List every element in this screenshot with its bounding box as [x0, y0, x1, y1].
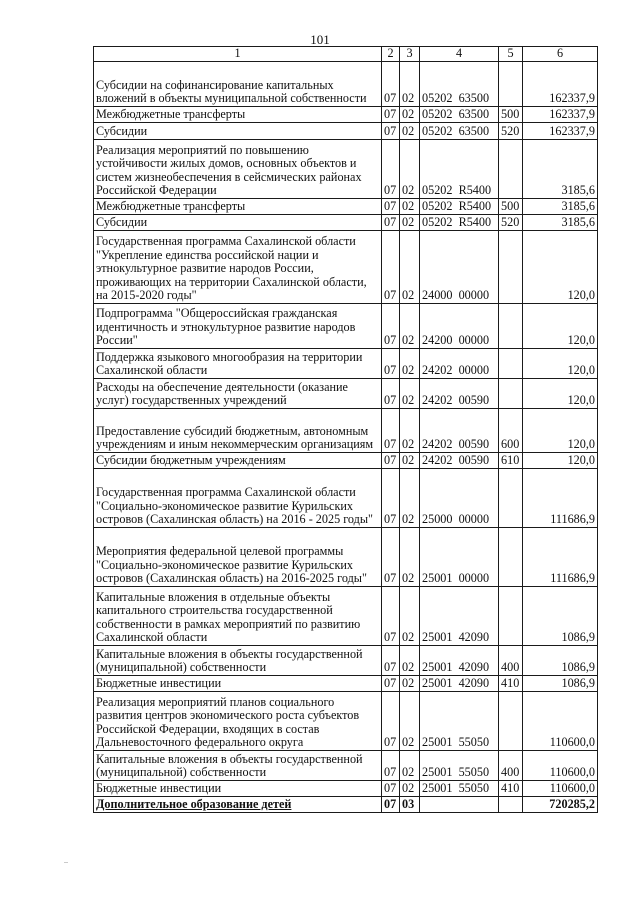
target-article-cell: 25001 55050 — [420, 692, 499, 751]
subsection-code-cell: 02 — [400, 692, 420, 751]
expense-type-cell: 400 — [499, 751, 523, 781]
scan-mark: .. — [64, 856, 68, 865]
table-row — [94, 62, 598, 107]
subsection-code-cell: 02 — [400, 349, 420, 379]
section-code-cell: 07 — [382, 587, 400, 646]
subsection-code-cell: 02 — [400, 409, 420, 453]
row-name-cell: Субсидии на софинансирование капитальных вложений в объекты муниципальной собственности — [94, 62, 382, 107]
amount-cell: 3185,6 — [523, 199, 598, 215]
subsection-code-cell: 02 — [400, 123, 420, 140]
section-code-cell: 07 — [382, 62, 400, 107]
section-code-cell: 07 — [382, 453, 400, 469]
column-header: 2 — [382, 47, 400, 62]
target-article-cell: 24202 00590 — [420, 453, 499, 469]
subsection-code-cell: 02 — [400, 304, 420, 349]
target-article-cell: 25000 00000 — [420, 469, 499, 528]
table-row — [94, 304, 598, 349]
section-code-cell: 07 — [382, 123, 400, 140]
target-article-cell: 25001 55050 — [420, 751, 499, 781]
row-name-cell: Бюджетные инвестиции — [94, 676, 382, 692]
budget-table — [93, 46, 598, 813]
table-row — [94, 107, 598, 123]
expense-type-cell — [499, 797, 523, 813]
target-article-cell — [420, 797, 499, 813]
section-code-cell: 07 — [382, 304, 400, 349]
target-article-cell: 24202 00000 — [420, 349, 499, 379]
row-name-cell: Капитальные вложения в объекты государственной (муниципальной) собственности — [94, 751, 382, 781]
column-header: 5 — [499, 47, 523, 62]
subsection-code-cell: 02 — [400, 231, 420, 304]
subsection-code-cell: 02 — [400, 676, 420, 692]
amount-cell: 120,0 — [523, 453, 598, 469]
subsection-code-cell: 02 — [400, 379, 420, 409]
target-article-cell: 25001 42090 — [420, 587, 499, 646]
subsection-code-cell: 02 — [400, 107, 420, 123]
target-article-cell: 05202 63500 — [420, 107, 499, 123]
table-row — [94, 469, 598, 528]
expense-type-cell — [499, 528, 523, 587]
amount-cell: 3185,6 — [523, 140, 598, 199]
section-code-cell: 07 — [382, 781, 400, 797]
expense-type-cell — [499, 62, 523, 107]
expense-type-cell — [499, 469, 523, 528]
amount-cell: 162337,9 — [523, 62, 598, 107]
target-article-cell: 05202 R5400 — [420, 140, 499, 199]
table-row — [94, 199, 598, 215]
expense-type-cell: 610 — [499, 453, 523, 469]
amount-cell: 120,0 — [523, 231, 598, 304]
table-row — [94, 215, 598, 231]
target-article-cell: 24000 00000 — [420, 231, 499, 304]
subsection-code-cell: 02 — [400, 781, 420, 797]
amount-cell: 162337,9 — [523, 107, 598, 123]
subsection-code-cell: 03 — [400, 797, 420, 813]
row-name-cell: Реализация мероприятий планов социального развития центров экономического роста субъектов Российской Федерации, входящих в состав Дальневосточного федерального округа — [94, 692, 382, 751]
subsection-code-cell: 02 — [400, 140, 420, 199]
amount-cell: 162337,9 — [523, 123, 598, 140]
column-header: 6 — [523, 47, 598, 62]
target-article-cell: 24202 00590 — [420, 379, 499, 409]
expense-type-cell — [499, 140, 523, 199]
section-code-cell: 07 — [382, 215, 400, 231]
section-code-cell: 07 — [382, 199, 400, 215]
section-code-cell: 07 — [382, 646, 400, 676]
column-header: 4 — [420, 47, 499, 62]
amount-cell: 111686,9 — [523, 469, 598, 528]
expense-type-cell — [499, 231, 523, 304]
column-number-row — [94, 47, 598, 62]
expense-type-cell: 500 — [499, 107, 523, 123]
row-name-cell: Подпрограмма "Общероссийская гражданская идентичность и этнокультурное развитие народов России" — [94, 304, 382, 349]
row-name-cell: Дополнительное образование детей — [94, 797, 382, 813]
amount-cell: 111686,9 — [523, 528, 598, 587]
row-name-cell: Межбюджетные трансферты — [94, 107, 382, 123]
amount-cell: 120,0 — [523, 349, 598, 379]
section-code-cell: 07 — [382, 349, 400, 379]
target-article-cell: 05202 63500 — [420, 62, 499, 107]
table-row — [94, 379, 598, 409]
row-name-cell: Государственная программа Сахалинской области "Социально-экономическое развитие Курильских островов (Сахалинская область) на 2016 - 2025 годы" — [94, 469, 382, 528]
target-article-cell: 05202 63500 — [420, 123, 499, 140]
row-name-cell: Бюджетные инвестиции — [94, 781, 382, 797]
amount-cell: 110600,0 — [523, 781, 598, 797]
expense-type-cell — [499, 692, 523, 751]
target-article-cell: 24200 00000 — [420, 304, 499, 349]
table-row — [94, 123, 598, 140]
amount-cell: 110600,0 — [523, 751, 598, 781]
subsection-code-cell: 02 — [400, 453, 420, 469]
target-article-cell: 25001 55050 — [420, 781, 499, 797]
section-code-cell: 07 — [382, 751, 400, 781]
section-code-cell: 07 — [382, 140, 400, 199]
expense-type-cell: 520 — [499, 215, 523, 231]
section-code-cell: 07 — [382, 676, 400, 692]
row-name-cell: Предоставление субсидий бюджетным, автономным учреждениям и иным некоммерческим организациям — [94, 409, 382, 453]
subsection-code-cell: 02 — [400, 199, 420, 215]
expense-type-cell: 410 — [499, 676, 523, 692]
table-row — [94, 676, 598, 692]
expense-type-cell: 500 — [499, 199, 523, 215]
expense-type-cell: 520 — [499, 123, 523, 140]
target-article-cell: 25001 00000 — [420, 528, 499, 587]
table-row — [94, 453, 598, 469]
expense-type-cell — [499, 379, 523, 409]
subsection-code-cell: 02 — [400, 215, 420, 231]
target-article-cell: 05202 R5400 — [420, 199, 499, 215]
target-article-cell: 25001 42090 — [420, 676, 499, 692]
amount-cell: 120,0 — [523, 409, 598, 453]
table-row — [94, 528, 598, 587]
section-code-cell: 07 — [382, 528, 400, 587]
target-article-cell: 25001 42090 — [420, 646, 499, 676]
expense-type-cell: 410 — [499, 781, 523, 797]
column-header: 3 — [400, 47, 420, 62]
row-name-cell: Поддержка языкового многообразия на территории Сахалинской области — [94, 349, 382, 379]
table-row — [94, 646, 598, 676]
table-row — [94, 751, 598, 781]
table-row — [94, 231, 598, 304]
row-name-cell: Капитальные вложения в отдельные объекты капитального строительства государственной собственности в рамках мероприятий по развитию Сахалинской области — [94, 587, 382, 646]
row-name-cell: Капитальные вложения в объекты государственной (муниципальной) собственности — [94, 646, 382, 676]
section-code-cell: 07 — [382, 797, 400, 813]
subsection-code-cell: 02 — [400, 646, 420, 676]
section-code-cell: 07 — [382, 107, 400, 123]
amount-cell: 3185,6 — [523, 215, 598, 231]
expense-type-cell: 400 — [499, 646, 523, 676]
row-name-cell: Межбюджетные трансферты — [94, 199, 382, 215]
total-row — [94, 797, 598, 813]
section-code-cell: 07 — [382, 231, 400, 304]
table-row — [94, 140, 598, 199]
row-name-cell: Субсидии — [94, 123, 382, 140]
column-header: 1 — [94, 47, 382, 62]
page-number: 101 — [310, 32, 330, 47]
amount-cell: 120,0 — [523, 379, 598, 409]
expense-type-cell — [499, 304, 523, 349]
amount-cell: 120,0 — [523, 304, 598, 349]
table-row — [94, 587, 598, 646]
section-code-cell: 07 — [382, 409, 400, 453]
subsection-code-cell: 02 — [400, 528, 420, 587]
expense-type-cell: 600 — [499, 409, 523, 453]
row-name-cell: Субсидии бюджетным учреждениям — [94, 453, 382, 469]
subsection-code-cell: 02 — [400, 751, 420, 781]
row-name-cell: Реализация мероприятий по повышению устойчивости жилых домов, основных объектов и систем жизнеобеспечения в сейсмических районах Российской Федерации — [94, 140, 382, 199]
row-name-cell: Мероприятия федеральной целевой программы "Социально-экономическое развитие Курильских островов (Сахалинская область) на 2016-2025 годы" — [94, 528, 382, 587]
section-code-cell: 07 — [382, 692, 400, 751]
section-code-cell: 07 — [382, 469, 400, 528]
expense-type-cell — [499, 349, 523, 379]
target-article-cell: 05202 R5400 — [420, 215, 499, 231]
target-article-cell: 24202 00590 — [420, 409, 499, 453]
expense-type-cell — [499, 587, 523, 646]
subsection-code-cell: 02 — [400, 469, 420, 528]
row-name-cell: Расходы на обеспечение деятельности (оказание услуг) государственных учреждений — [94, 379, 382, 409]
table-row — [94, 692, 598, 751]
table-row — [94, 781, 598, 797]
amount-cell: 1086,9 — [523, 646, 598, 676]
row-name-cell: Государственная программа Сахалинской области "Укрепление единства российской нации и этнокультурное развитие народов России, проживающих на территории Сахалинской области, на 2015-2020 годы" — [94, 231, 382, 304]
subsection-code-cell: 02 — [400, 587, 420, 646]
row-name-cell: Субсидии — [94, 215, 382, 231]
amount-cell: 1086,9 — [523, 676, 598, 692]
amount-cell: 720285,2 — [523, 797, 598, 813]
amount-cell: 110600,0 — [523, 692, 598, 751]
table-row — [94, 349, 598, 379]
budget-table-body — [94, 47, 598, 813]
subsection-code-cell: 02 — [400, 62, 420, 107]
section-code-cell: 07 — [382, 379, 400, 409]
table-row — [94, 409, 598, 453]
amount-cell: 1086,9 — [523, 587, 598, 646]
